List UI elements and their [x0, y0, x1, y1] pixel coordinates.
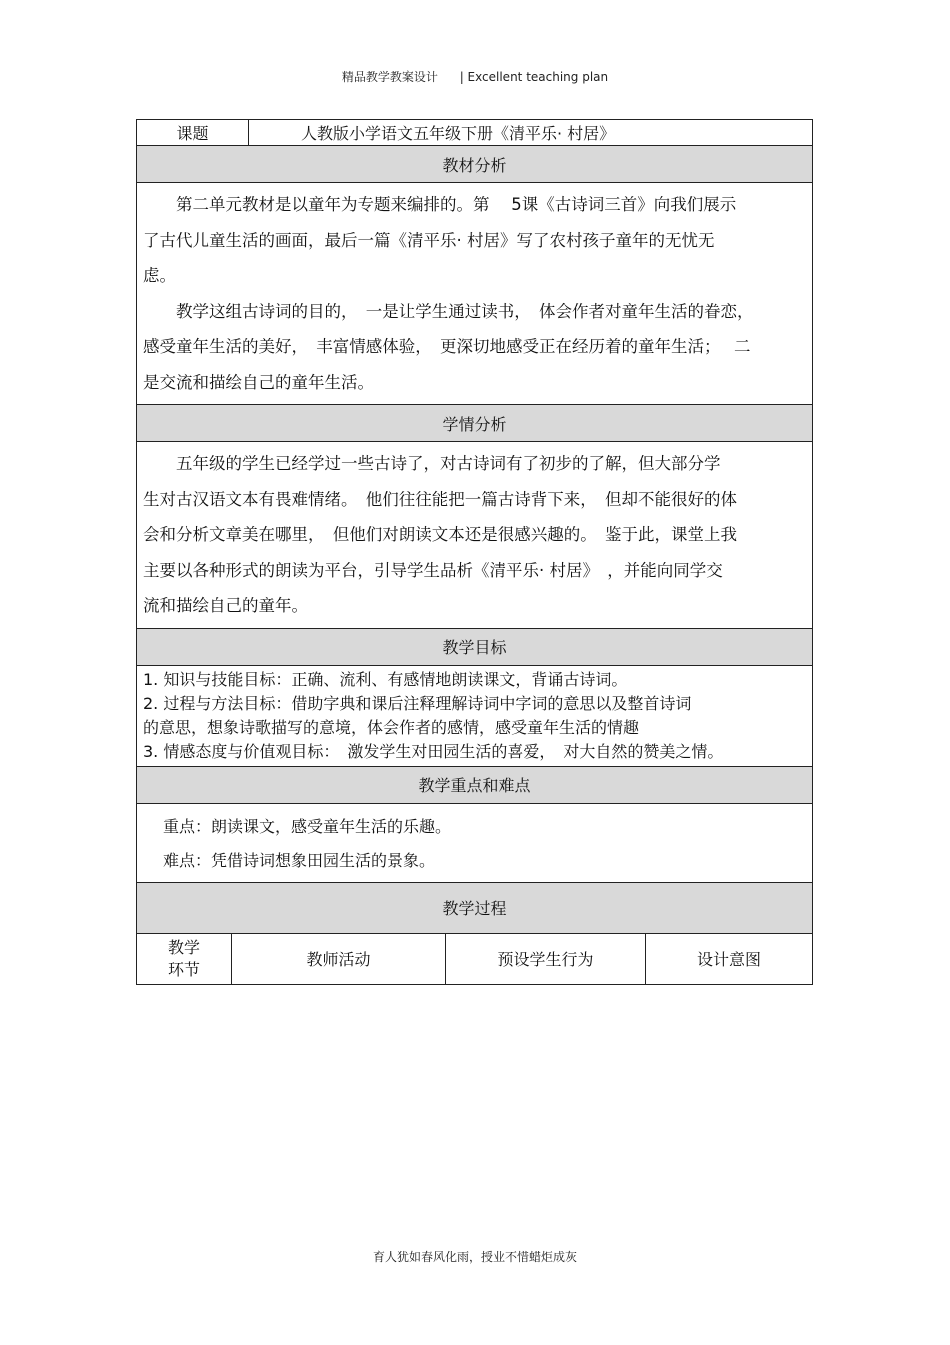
process-header-row [137, 934, 812, 984]
page-footer: 育人犹如春风化雨，授业不惜蜡炬成灰 [372, 1250, 577, 1264]
title-value: 人教版小学语文五年级下册《清平乐· 村居》 [248, 120, 812, 145]
goal-item-2-line2: 的意思，想象诗歌描写的意境，体会作者的感情，感受童年生活的情趣 [143, 717, 640, 737]
process-col-student: 预设学生行为 [445, 934, 645, 984]
students-line3: 会和分析文章美在哪里， 但他们对朗读文本还是很感兴趣的。 鉴于此，课堂上我 [143, 525, 737, 544]
goals-content [137, 666, 812, 767]
goal-item-3: 3. 情感态度与价值观目标： 激发学生对田园生活的喜爱， 对大自然的赞美之情。 [143, 741, 724, 761]
header-left-text: 精品教学教案设计 [341, 70, 438, 84]
students-line1: 五年级的学生已经学过一些古诗了，对古诗词有了初步的了解，但大部分学 [176, 454, 721, 473]
material-content [137, 183, 812, 405]
process-col-teacher: 教师活动 [231, 934, 445, 984]
goal-item-2-line1: 2. 过程与方法目标：借助字典和课后注释理解诗词中字词的意思以及整首诗词 [143, 693, 692, 713]
title-row [137, 120, 812, 146]
material-para1-line3: 虑。 [143, 266, 176, 285]
students-content [137, 442, 812, 629]
material-para2-line2: 感受童年生活的美好， 丰富情感体验， 更深切地感受正在经历着的童年生活； 二 [143, 337, 751, 356]
students-line5: 流和描绘自己的童年。 [143, 596, 308, 615]
process-heading: 教学过程 [137, 883, 812, 934]
page-header [0, 68, 950, 85]
goal-item-1: 1. 知识与技能目标：正确、流利、有感情地朗读课文，背诵古诗词。 [143, 669, 628, 689]
students-line2: 生对古汉语文本有畏难情绪。 他们往往能把一篇古诗背下来， 但却不能很好的体 [143, 489, 737, 509]
process-col-intent: 设计意图 [645, 934, 812, 984]
lesson-plan-table [136, 119, 813, 985]
goals-heading: 教学目标 [137, 629, 812, 666]
header-right-text: | Excellent teaching plan [459, 70, 609, 84]
material-para1-line2: 了古代儿童生活的画面，最后一篇《清平乐· 村居》写了农村孩子童年的无忧无 [143, 230, 715, 250]
process-col-stage: 教学 环节 [167, 937, 200, 979]
students-line4: 主要以各种形式的朗读为平台，引导学生品析《清平乐· 村居》 ，并能向同学交 [143, 560, 723, 580]
material-para2-line3: 是交流和描绘自己的童年生活。 [143, 372, 374, 392]
material-para2-line1: 教学这组古诗词的目的， 一是让学生通过读书， 体会作者对童年生活的眷恋， [176, 301, 754, 321]
material-para1-line1: 第二单元教材是以童年为专题来编排的。第 5课《古诗词三首》向我们展示 [176, 195, 737, 214]
difficulty-point: 难点：凭借诗词想象田园生活的景象。 [163, 850, 436, 870]
material-heading: 教材分析 [137, 146, 812, 183]
keypoints-heading: 教学重点和难点 [137, 767, 812, 804]
keypoints-content [137, 804, 812, 883]
students-heading: 学情分析 [137, 405, 812, 442]
key-point: 重点：朗读课文，感受童年生活的乐趣。 [163, 816, 452, 836]
title-label: 课题 [176, 124, 209, 143]
